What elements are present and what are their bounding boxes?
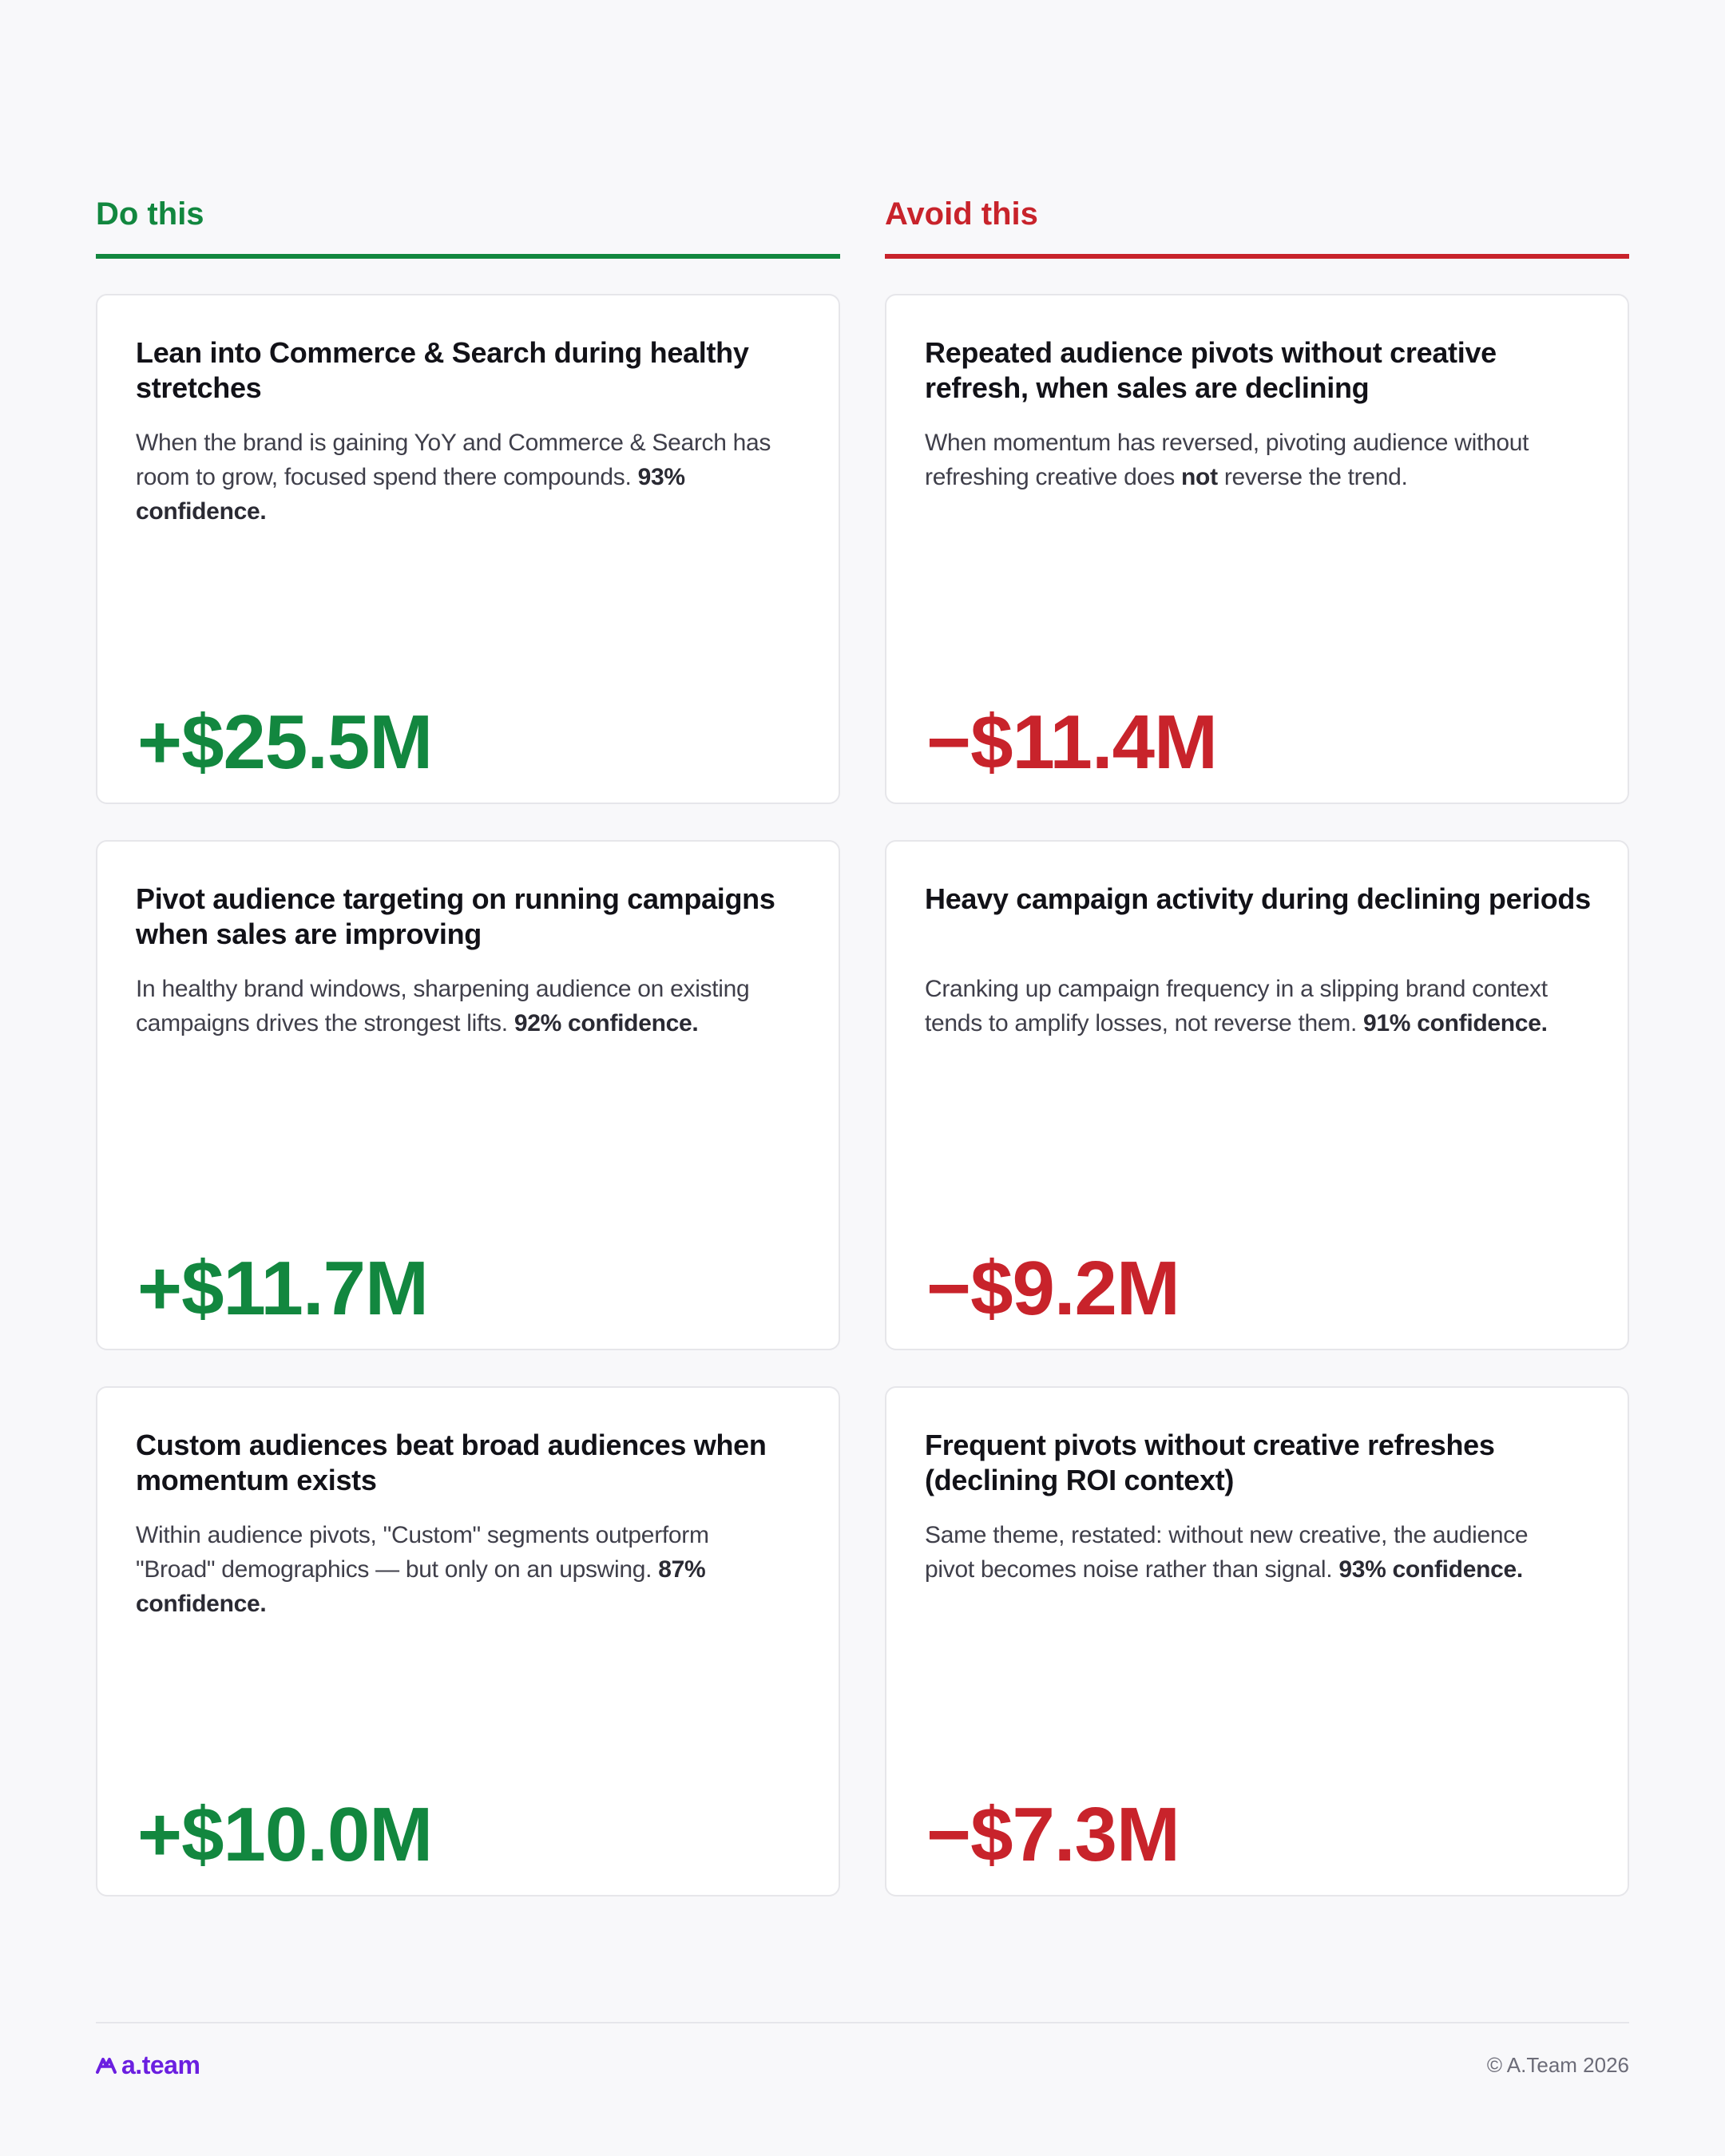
avoid-this-divider <box>885 254 1629 259</box>
card-description-text: When the brand is gaining YoY and Commerce & Search has room to grow, focused spend there compounds. <box>136 430 771 490</box>
card-title: Pivot audience targeting on running campaigns when sales are improving <box>136 882 775 950</box>
card-title: Repeated audience pivots without creative refresh, when sales are declining <box>925 336 1497 404</box>
copyright-text: © A.Team 2026 <box>1486 2053 1629 2077</box>
confidence-label: 92% confidence. <box>514 1010 699 1036</box>
do-this-heading: Do this <box>96 196 204 232</box>
card-title: Custom audiences beat broad audiences when momentum exists <box>136 1429 767 1496</box>
impact-value: −$9.2M <box>926 1246 1180 1331</box>
confidence-label: 91% confidence. <box>1363 1010 1548 1036</box>
do-card <box>96 294 840 804</box>
card-title: Heavy campaign activity during declining periods <box>925 882 1591 915</box>
do-card <box>96 1386 840 1896</box>
card-title: Frequent pivots without creative refreshes (declining ROI context) <box>925 1429 1495 1496</box>
card-description <box>925 972 1580 1040</box>
avoid-card <box>885 840 1629 1350</box>
card-description-text: Cranking up campaign frequency in a slipping brand context tends to amplify losses, not reverse them. <box>925 976 1548 1036</box>
card-description <box>136 972 791 1040</box>
footer-divider <box>96 2022 1629 2023</box>
avoid-this-heading: Avoid this <box>885 196 1038 232</box>
avoid-this-column <box>885 190 1629 1877</box>
a-team-logo-icon <box>96 2056 117 2074</box>
card-description <box>925 1518 1580 1587</box>
logo-wordmark: a.team <box>121 2050 200 2079</box>
card-description-text: When momentum has reversed, pivoting audience without refreshing creative does <box>925 430 1529 490</box>
card-description <box>925 426 1580 494</box>
impact-value: +$11.7M <box>137 1246 428 1331</box>
impact-value: +$10.0M <box>137 1792 433 1877</box>
card-description <box>136 1518 791 1621</box>
card-description-text: In healthy brand windows, sharpening audience on existing campaigns drives the strongest lifts. <box>136 976 750 1036</box>
card-description <box>136 426 791 529</box>
do-this-column <box>96 190 840 1877</box>
card-title: Lean into Commerce & Search during healthy stretches <box>136 336 749 404</box>
do-card <box>96 840 840 1350</box>
impact-value: +$25.5M <box>137 700 433 785</box>
confidence-label: 93% confidence. <box>136 464 685 525</box>
avoid-card <box>885 294 1629 804</box>
card-description-text: reverse the trend. <box>1223 464 1408 490</box>
brand-logo <box>96 2049 200 2081</box>
card-description-text: Same theme, restated: without new creative, the audience pivot becomes noise rather than signal. <box>925 1522 1529 1583</box>
impact-value: −$11.4M <box>926 700 1217 785</box>
confidence-label: 93% confidence. <box>1338 1556 1523 1583</box>
impact-value: −$7.3M <box>926 1792 1180 1877</box>
do-this-divider <box>96 254 840 259</box>
avoid-card <box>885 1386 1629 1896</box>
card-description-text: Within audience pivots, "Custom" segments outperform "Broad" demographics — but only on an upswing. <box>136 1522 709 1583</box>
confidence-label: 87% confidence. <box>136 1556 706 1617</box>
emphasis-text: not <box>1181 464 1218 490</box>
